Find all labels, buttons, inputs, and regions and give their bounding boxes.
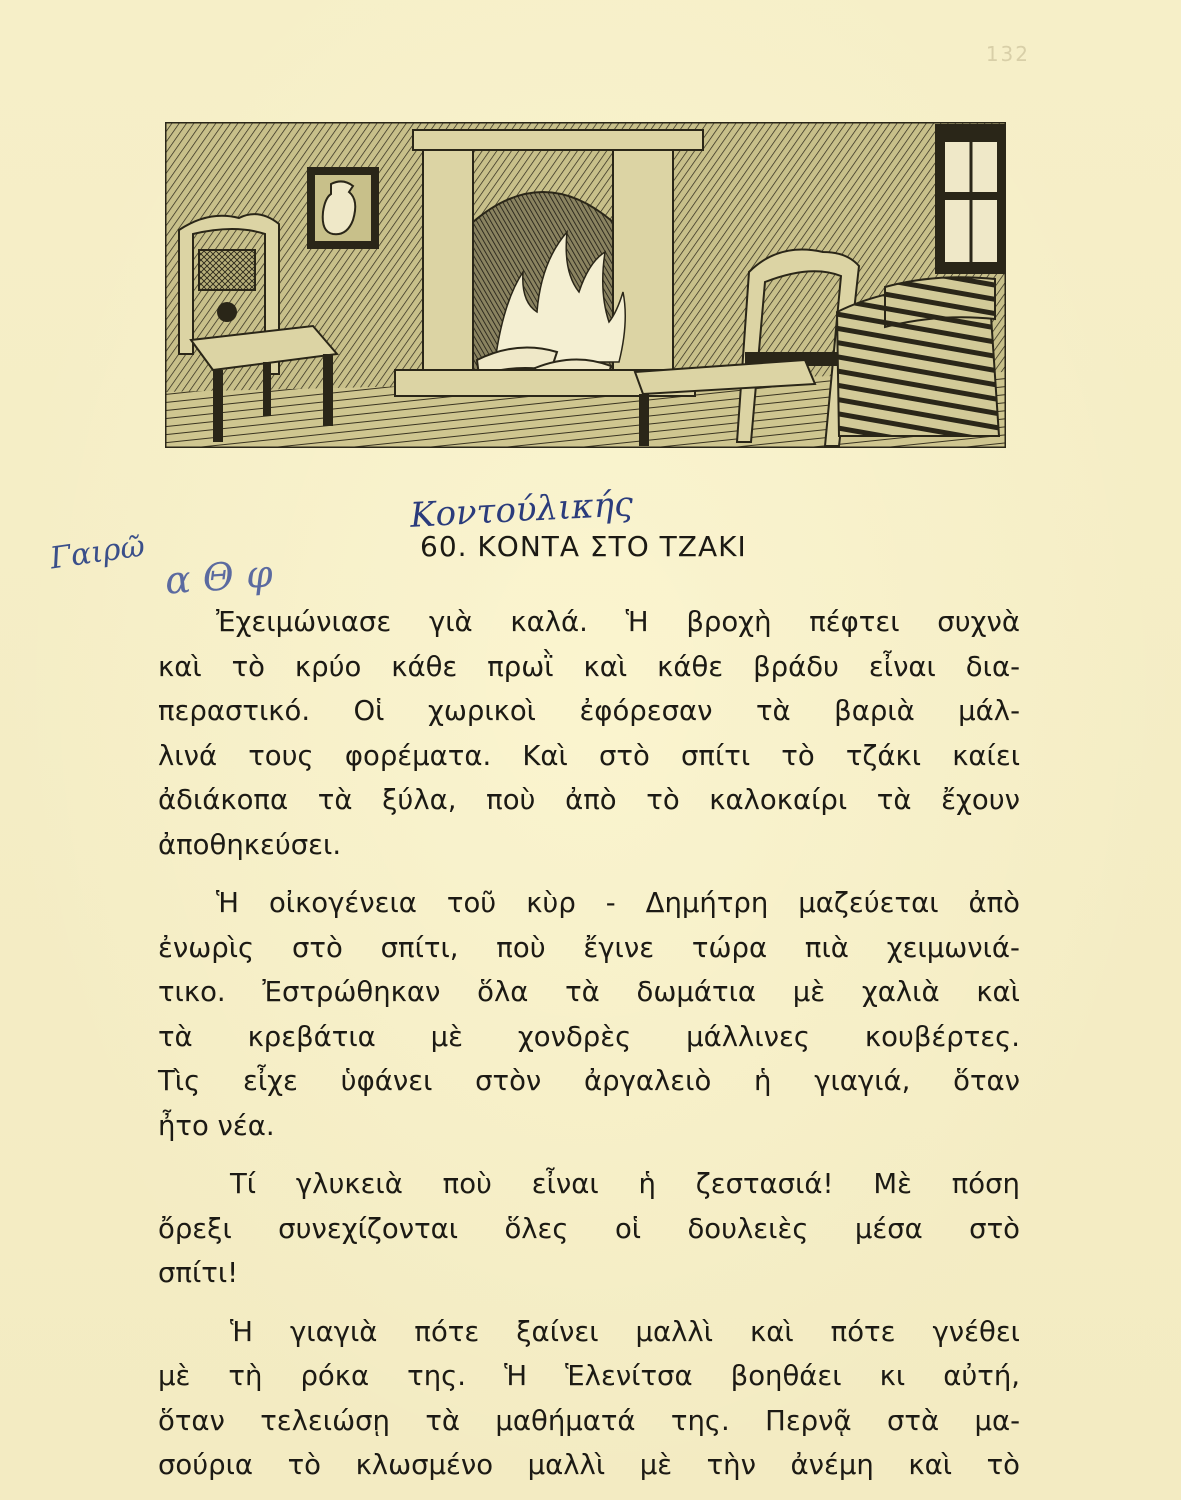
text-line: ἀδιάκοπα τὰ ξύλα, ποὺ ἀπὸ τὸ καλοκαίρι τὰ ἔχουν xyxy=(158,784,1020,816)
paragraph-1 xyxy=(158,600,1020,867)
handwritten-note-left: Γαιρῶ xyxy=(48,528,147,577)
paragraph-2 xyxy=(158,881,1020,1148)
text-line: ἦτο νέα. xyxy=(158,1109,275,1142)
handwritten-note-top: Κοντούλικής xyxy=(409,484,634,536)
text-line: μὲ τὴ ρόκα της. Ἡ Ἑλενίτσα βοηθάει κι αὐτή, xyxy=(158,1360,1020,1392)
text-line: Τὶς εἶχε ὑφάνει στὸν ἀργαλειὸ ἡ γιαγιά, ὅταν xyxy=(158,1065,1020,1097)
text-line: ἐνωρὶς στὸ σπίτι, ποὺ ἔγινε τώρα πιὰ χειμωνιά- xyxy=(158,931,1020,964)
text-line: ὅταν τελειώσῃ τὰ μαθήματά της. Περνᾷ στὰ μα- xyxy=(158,1404,1020,1437)
text-line: σπίτι! xyxy=(158,1257,239,1289)
text-line: περαστικό. Οἱ χωρικοὶ ἐφόρεσαν τὰ βαριὰ μάλ- xyxy=(158,695,1020,727)
text-line: τικο. Ἐστρώθηκαν ὅλα τὰ δωμάτια μὲ χαλιὰ καὶ xyxy=(158,976,1020,1008)
text-line: Ἡ γιαγιὰ πότε ξαίνει μαλλὶ καὶ πότε γνέθει xyxy=(230,1315,1020,1348)
paragraph-3 xyxy=(158,1162,1020,1296)
chapter-title: 60. ΚΟΝΤΑ ΣΤΟ ΤΖΑΚΙ xyxy=(420,530,747,563)
text-line: σούρια τὸ κλωσμένο μαλλὶ μὲ τὴν ἀνέμη καὶ τὸ xyxy=(158,1449,1020,1481)
fireplace-room-illustration xyxy=(165,122,1006,448)
text-line: λινά τους φορέματα. Καὶ στὸ σπίτι τὸ τζάκι καίει xyxy=(158,739,1020,772)
text-line: ὄρεξι συνεχίζονται ὅλες οἱ δουλειὲς μέσα στὸ xyxy=(158,1212,1020,1245)
text-line: Ἡ οἰκογένεια τοῦ κὺρ - Δημήτρη μαζεύεται ἀπὸ xyxy=(216,887,1020,919)
paragraph-4 xyxy=(158,1310,1020,1488)
text-line: Ἐχειμώνιασε γιὰ καλά. Ἡ βροχὴ πέφτει συχνὰ xyxy=(216,606,1020,638)
body-text xyxy=(158,600,1020,1488)
text-line: καὶ τὸ κρύο κάθε πρωῒ καὶ κάθε βράδυ εἶναι δια- xyxy=(158,650,1020,683)
text-line: ἀποθηκεύσει. xyxy=(158,828,342,861)
handwritten-note-middle: α Θ φ xyxy=(163,551,274,603)
text-line: τὰ κρεβάτια μὲ χονδρὲς μάλλινες κουβέρτες. xyxy=(158,1020,1020,1053)
text-line: Τί γλυκειὰ ποὺ εἶναι ἡ ζεστασιά! Μὲ πόση xyxy=(230,1168,1020,1200)
page-number: 132 xyxy=(985,42,1030,66)
